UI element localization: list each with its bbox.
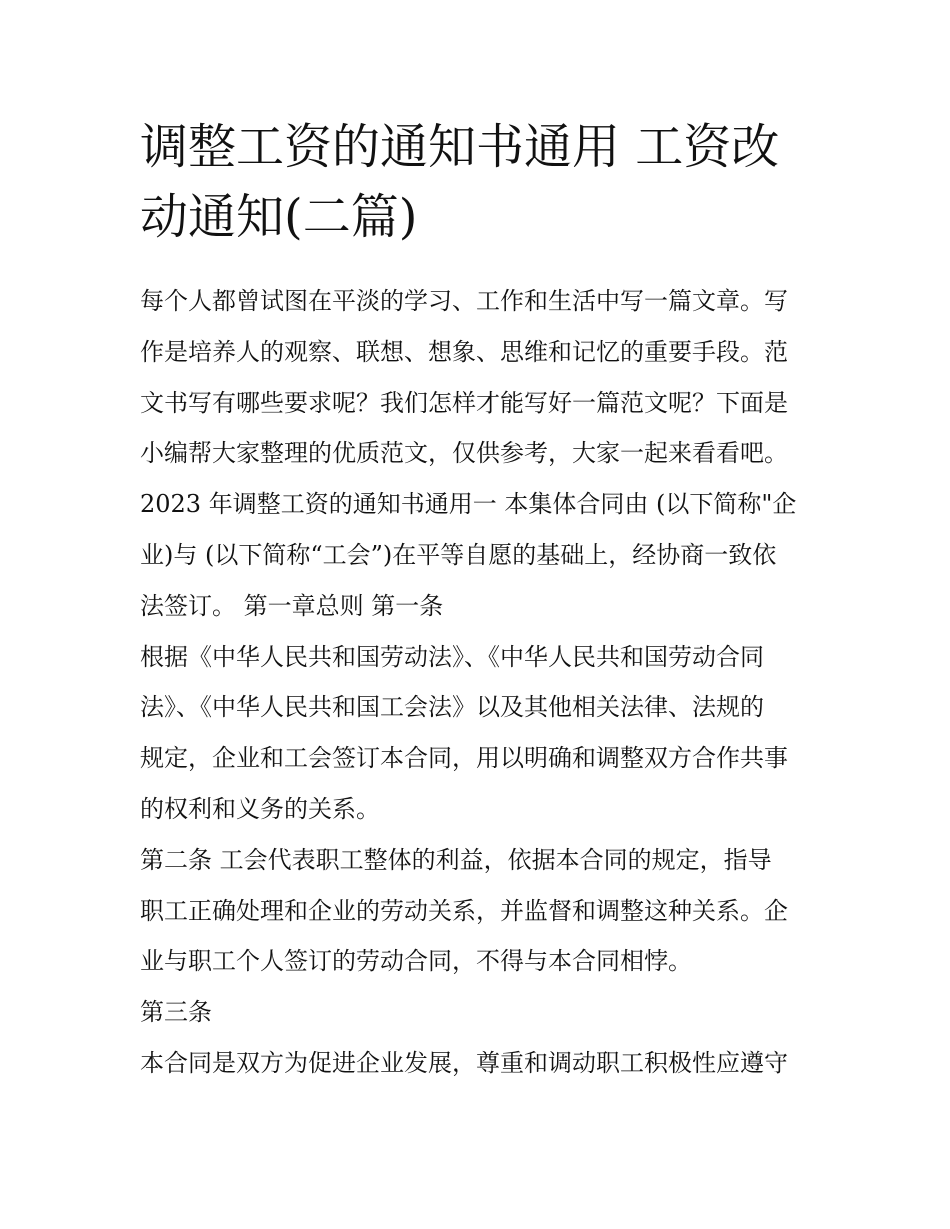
document-body bbox=[140, 276, 840, 1089]
document-title bbox=[140, 112, 820, 252]
body-line: 业)与 (以下简称“工会”)在平等自愿的基础上，经协商一致依 bbox=[140, 540, 777, 569]
body-line: 2023 年调整工资的通知书通用一 本集体合同由 (以下简称"企 bbox=[140, 490, 797, 519]
body-line: 作是培养人的观察、联想、想象、思维和记忆的重要手段。范 bbox=[140, 337, 788, 366]
body-line: 第二条 工会代表职工整体的利益，依据本合同的规定，指导 bbox=[140, 845, 772, 874]
body-line: 法签订。 第一章总则 第一条 bbox=[140, 591, 444, 620]
title-line-1: 调整工资的通知书通用 工资改 bbox=[140, 119, 780, 175]
body-line: 规定，企业和工会签订本合同，用以明确和调整双方合作共事 bbox=[140, 744, 788, 773]
body-line: 的权利和义务的关系。 bbox=[140, 794, 380, 823]
body-line: 业与职工个人签订的劳动合同，不得与本合同相悖。 bbox=[140, 947, 692, 976]
body-line: 根据《中华人民共和国劳动法》、《中华人民共和国劳动合同 bbox=[140, 642, 764, 671]
title-line-2: 动通知(二篇) bbox=[140, 189, 418, 245]
body-line: 文书写有哪些要求呢？我们怎样才能写好一篇范文呢？下面是 bbox=[140, 388, 788, 417]
body-line: 第三条 bbox=[140, 998, 212, 1027]
body-line: 法》、《中华人民共和国工会法》以及其他相关法律、法规的 bbox=[140, 693, 764, 722]
body-line: 每个人都曾试图在平淡的学习、工作和生活中写一篇文章。写 bbox=[140, 287, 788, 315]
body-line: 职工正确处理和企业的劳动关系，并监督和调整这种关系。企 bbox=[140, 896, 788, 925]
body-line: 小编帮大家整理的优质范文，仅供参考，大家一起来看看吧。 bbox=[140, 439, 788, 468]
body-line: 本合同是双方为促进企业发展，尊重和调动职工积极性应遵守 bbox=[140, 1048, 788, 1077]
